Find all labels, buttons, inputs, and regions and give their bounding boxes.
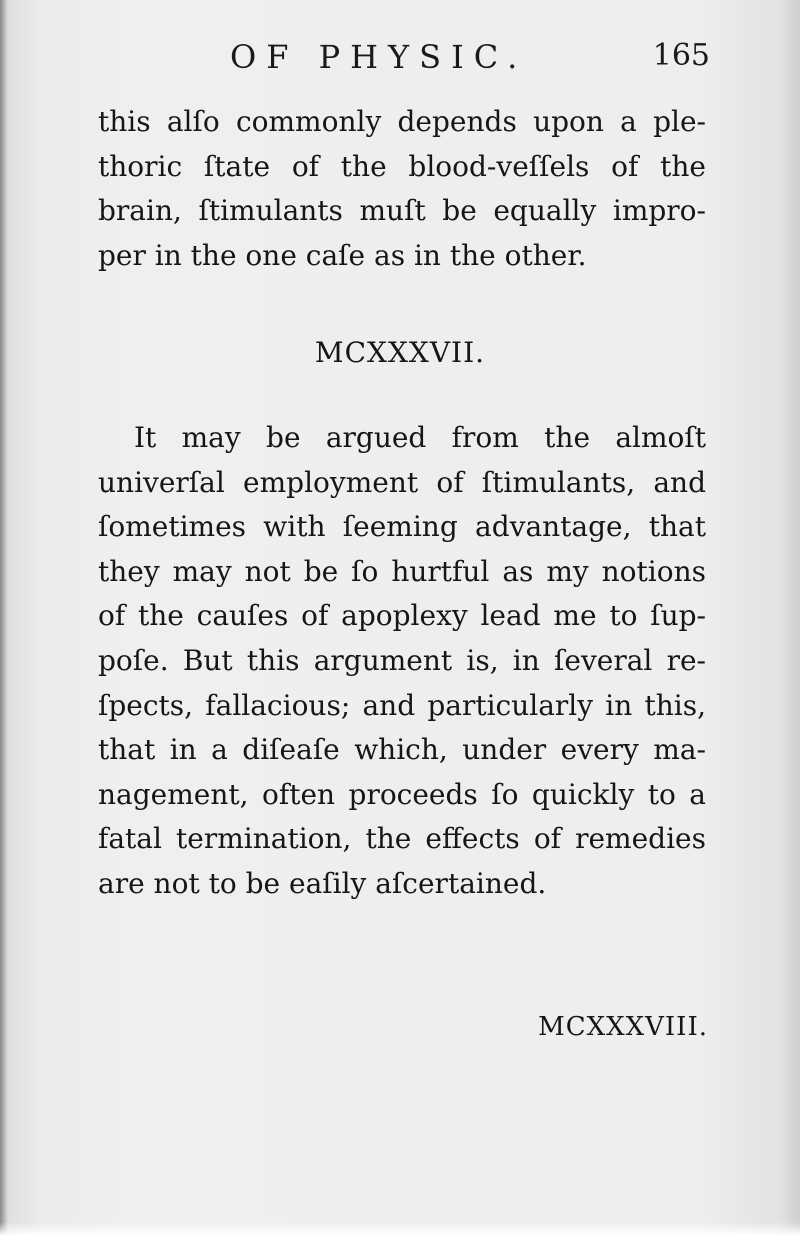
text-line: this alſo commonly depends upon a ple-	[98, 105, 706, 138]
text-line: per in the one caſe as in the other.	[98, 238, 587, 272]
text-line: of the cauſes of apoplexy lead me to ſup-	[98, 599, 706, 633]
text-line: univerſal employment of ſtimulants, and	[98, 465, 706, 499]
paragraph-continued	[98, 100, 706, 278]
text-line: nagement, often proceeds ſo quickly to a	[98, 777, 706, 811]
page-gutter-shadow	[0, 0, 8, 1236]
text-line: poſe. But this argument is, in ſeveral re-	[98, 643, 706, 677]
text-line: It may be argued from the almoſt	[134, 421, 706, 454]
text-line: thoric ſtate of the blood-veſſels of the	[98, 149, 706, 183]
text-line: brain, ſtimulants muſt be equally impro-	[98, 194, 706, 228]
section-heading: MCXXXVII.	[314, 336, 486, 369]
running-head: OF PHYSIC.	[230, 38, 528, 76]
text-line: ſometimes with ſeeming advantage, that	[98, 510, 706, 544]
text-line: are not to be eaſily aſcertained.	[98, 866, 547, 900]
page-number: 165	[652, 38, 710, 73]
page-header	[90, 38, 710, 88]
text-line: fatal termination, the effects of remedies	[98, 822, 706, 856]
text-line: that in a diſeaſe which, under every ma-	[98, 733, 706, 767]
text-line: ſpects, fallacious; and particularly in this,	[98, 688, 706, 722]
page-bottom-edge	[0, 1222, 800, 1236]
paragraph-section	[98, 416, 706, 907]
text-line: they may not be ſo hurtful as my notions	[98, 554, 706, 588]
catchword: MCXXXVIII.	[538, 1012, 708, 1042]
